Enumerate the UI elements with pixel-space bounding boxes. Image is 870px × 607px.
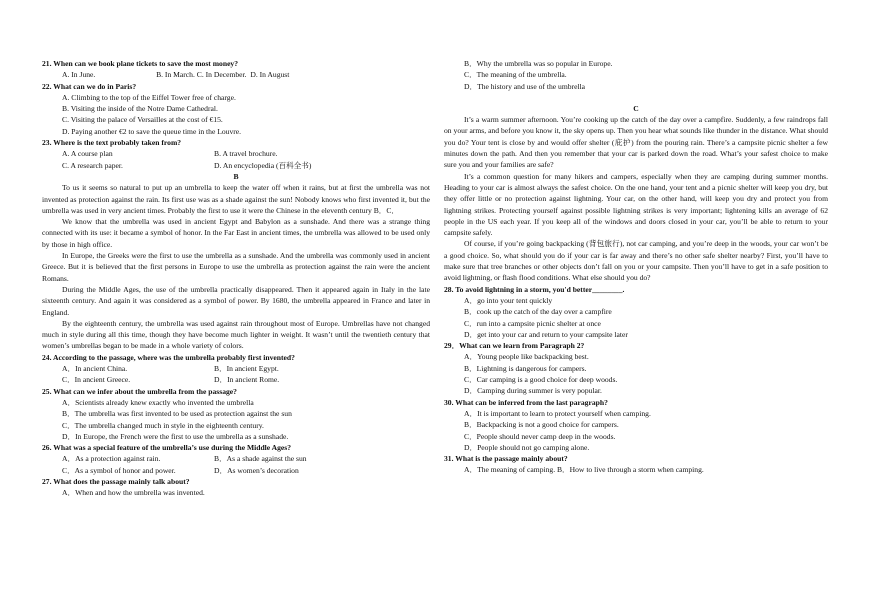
q26-option-a: A．As a protection against rain. <box>62 454 161 464</box>
q23-option-a: A. A course plan <box>62 149 113 159</box>
passage-b-paragraph-5: By the eighteenth century, the umbrella was used against rain throughout most of Europe. Umbrellas have not changed much in style during all this time, though they have become much lighter in weight. It wasn’t until the twentieth century that women’s umbrellas began to be made in a whole variety of colors. <box>42 318 430 351</box>
q22-option-b: B. Visiting the inside of the Notre Dame Cathedral. <box>62 104 218 114</box>
q28-answer-blank: ________. <box>592 284 625 294</box>
q22-option-a: A. Climbing to the top of the Eiffel Tower free of charge. <box>62 92 236 102</box>
passage-b-paragraph-2: We know that the umbrella was used in ancient Egypt and Babylon as a sunshade. And there was a strange thing connected with its use: it became a symbol of honor. In the Far East in ancient times, the umbrella was allowed to be used only by those in high office. <box>42 217 430 249</box>
passage-b-heading: B <box>233 171 239 181</box>
left-column <box>42 58 430 499</box>
right-column <box>444 58 828 476</box>
q26-option-c: C．As a symbol of honor and power. <box>62 465 176 475</box>
q29-option-b: B．Lightning is dangerous for campers. <box>464 363 587 373</box>
q24-option-b: B．In ancient Egypt. <box>214 364 279 374</box>
q30-option-d: D．People should not go camping alone. <box>464 442 590 452</box>
passage-c-paragraph-1: It’s a warm summer afternoon. You’re cooking up the catch of the day over a campfire. Suddenly, a few raindrops fall on your arms, and before you know it, the sky opens up. Then you hear what sounds like thunder in the distance. What should you do? Your tent is close by and would offer shelter (庇护) from the pouring rain. There’s a campsite picnic shelter a few minutes down the path. And then you remember that your car is parked down the road. What’s your safest choice to make sure you and your families are safe? <box>444 115 828 170</box>
q28-stem <box>444 284 828 295</box>
passage-b-paragraph-4: During the Middle Ages, the use of the umbrella practically disappeared. Then it appeared again in Italy in the late sixteenth century. And again it was considered as a symbol of power. By 1680, the umbrella appeared in France and later in England. <box>42 284 430 317</box>
q25-option-d: D．In Europe, the French were the first to use the umbrella as a sunshade. <box>62 431 289 441</box>
q31-stem: 31. What is the passage mainly about? <box>444 454 568 464</box>
q28-option-c: C．run into a campsite picnic shelter at once <box>464 318 601 328</box>
q30-option-c: C．People should never camp deep in the woods. <box>464 431 616 441</box>
q23-stem: 23. Where is the text probably taken from? <box>42 138 182 148</box>
q25-stem: 25. What can we infer about the umbrella from the passage? <box>42 386 237 396</box>
q21-stem: 21. When can we book plane tickets to save the most money? <box>42 59 239 68</box>
passage-b-paragraph-1: To us it seems so natural to put up an umbrella to keep the water off when it rains, but at first the umbrella was not invented as protection against the rain. Its first use was as a shade against the sun! Nobody knows who first invented it, but the umbrella was used in very ancient times. Probably the first to use it were the Chinese in the eleventh century B．C． <box>42 183 430 215</box>
q27-option-a: A．When and how the umbrella was invented. <box>62 488 205 498</box>
q28-option-a: A．go into your tent quickly <box>464 295 553 305</box>
passage-b-paragraph-3: In Europe, the Greeks were the first to use the umbrella as a sunshade. And the umbrella was commonly used in ancient Greece. But it is believed that the first persons in Europe to use the umbrella as protection against the rain were the ancient Romans. <box>42 251 430 283</box>
q24-options-row2 <box>42 374 430 385</box>
q21-options: A. In June. B. In March. C. In December. D. In August <box>62 70 290 80</box>
q31-options: A．The meaning of camping. B．How to live through a storm when camping. <box>464 465 704 475</box>
q28-option-b: B．cook up the catch of the day over a campfire <box>464 307 612 317</box>
q22-stem: 22. What can we do in Paris? <box>42 81 137 91</box>
q26-options-row2 <box>42 465 430 476</box>
q27-option-b: B．Why the umbrella was so popular in Europe. <box>464 59 613 68</box>
q23-option-b: B. A travel brochure. <box>214 149 278 159</box>
passage-c-paragraph-2: It’s a common question for many hikers and campers, especially when they are camping during summer months. Heading to your car is almost always the safest choice. On the one hand, your tent and a picnic shelter will keep you dry, but they offer little or no protection against lightning. Your car, on the other hand, will keep you dry and protect you from lightning strikes. Protecting yourself against possible lightning strikes is very important; lightening kills an average of 62 people in the US each year. If you keep all of the windows and doors closed in your car, you’ll be able to return to your campsite safely. <box>444 171 828 238</box>
q26-stem: 26. What was a special feature of the umbrella’s use during the Middle Ages? <box>42 443 292 453</box>
q29-option-a: A．Young people like backpacking best. <box>464 352 589 362</box>
q23-option-d: D. An encyclopedia (百科全书) <box>214 160 312 170</box>
q30-option-a: A．It is important to learn to protect yourself when camping. <box>464 408 651 418</box>
q24-option-a: A．In ancient China. <box>62 364 128 374</box>
q24-option-c: C．In ancient Greece. <box>62 375 131 385</box>
q27-option-d: D．The history and use of the umbrella <box>464 81 586 91</box>
q24-stem: 24. According to the passage, where was the umbrella probably first invented? <box>42 352 295 362</box>
q25-option-c: C．The umbrella changed much in style in the eighteenth century. <box>62 420 264 430</box>
q29-option-d: D．Camping during summer is very popular. <box>464 386 602 396</box>
q30-option-b: B．Backpacking is not a good choice for campers. <box>464 420 619 430</box>
passage-c-heading: C <box>633 103 639 113</box>
q22-option-c: C. Visiting the palace of Versailles at the cost of €15. <box>62 115 223 125</box>
q29-option-c: C．Car camping is a good choice for deep woods. <box>464 375 618 385</box>
q23-options-row2 <box>42 160 430 171</box>
q29-stem: 29．What can we learn from Paragraph 2? <box>444 341 585 351</box>
q26-options-row1 <box>42 453 430 464</box>
q25-option-a: A．Scientists already knew exactly who invented the umbrella <box>62 397 254 407</box>
q23-options-row1 <box>42 148 430 159</box>
q25-option-b: B．The umbrella was first invented to be used as protection against the sun <box>62 409 292 419</box>
passage-c-paragraph-3: Of course, if you’re going backpacking (背包旅行), not car camping, and you’re deep in the woods, your car won’t be a good choice. So, what should you do if your car is far away and there’s no other safe shelter nearby? First, you’ll have to make sure that tree branches or other objects don’t fall on you or your campsite. Then you’ll have to get in a safe position to avoid lightning, or flash flood conditions. What else should you do? <box>444 239 828 283</box>
q24-options-row1 <box>42 363 430 374</box>
q23-option-c: C. A research paper. <box>62 160 123 170</box>
q30-stem: 30. What can be inferred from the last paragraph? <box>444 397 608 407</box>
q27-stem: 27. What does the passage mainly talk about? <box>42 476 190 486</box>
q26-option-b: B．As a shade against the sun <box>214 454 307 464</box>
q26-option-d: D．As women’s decoration <box>214 465 299 475</box>
q22-option-d: D. Paying another €2 to save the queue time in the Louvre. <box>62 126 242 136</box>
q24-option-d: D．In ancient Rome. <box>214 375 280 385</box>
q27-option-c: C．The meaning of the umbrella. <box>464 70 567 80</box>
q28-stem-text: 28. To avoid lightning in a storm, you'd better <box>444 284 593 294</box>
q28-option-d: D．get into your car and return to your campsite later <box>464 329 628 339</box>
